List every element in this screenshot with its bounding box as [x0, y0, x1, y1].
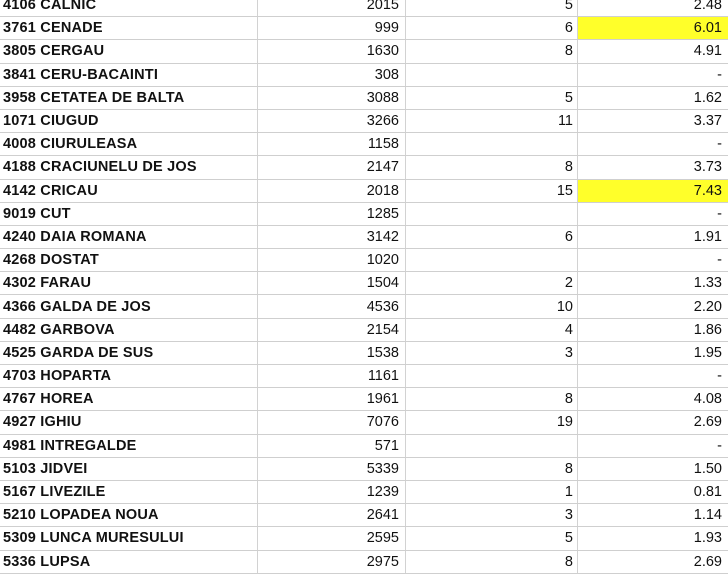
cell-cases[interactable]: 4: [406, 318, 578, 341]
cell-population[interactable]: 1020: [258, 249, 406, 272]
cell-rate[interactable]: 1.91: [578, 225, 728, 248]
cell-population[interactable]: 2595: [258, 527, 406, 550]
cell-cases[interactable]: 5: [406, 0, 578, 17]
cell-locality[interactable]: 4240 DAIA ROMANA: [0, 225, 258, 248]
table-row: [0, 527, 728, 550]
cell-population[interactable]: 2147: [258, 156, 406, 179]
table-row: [0, 365, 728, 388]
table-row: [0, 434, 728, 457]
cell-population[interactable]: 3266: [258, 109, 406, 132]
table-row: [0, 341, 728, 364]
cell-cases[interactable]: 3: [406, 504, 578, 527]
cell-rate[interactable]: -: [578, 133, 728, 156]
table-row: [0, 40, 728, 63]
cell-locality[interactable]: 5210 LOPADEA NOUA: [0, 504, 258, 527]
table-row: [0, 388, 728, 411]
cell-locality[interactable]: 1071 CIUGUD: [0, 109, 258, 132]
cell-population[interactable]: 1961: [258, 388, 406, 411]
cell-population[interactable]: 2641: [258, 504, 406, 527]
cell-rate[interactable]: 3.37: [578, 109, 728, 132]
cell-rate[interactable]: 1.62: [578, 86, 728, 109]
cell-locality[interactable]: 4366 GALDA DE JOS: [0, 295, 258, 318]
cell-rate[interactable]: 3.73: [578, 156, 728, 179]
table-row: [0, 63, 728, 86]
cell-population[interactable]: 1161: [258, 365, 406, 388]
cell-locality[interactable]: 4142 CRICAU: [0, 179, 258, 202]
cell-cases[interactable]: 10: [406, 295, 578, 318]
cell-population[interactable]: 2015: [258, 0, 406, 17]
cell-locality[interactable]: 3805 CERGAU: [0, 40, 258, 63]
cell-rate[interactable]: 1.95: [578, 341, 728, 364]
cell-cases[interactable]: [406, 365, 578, 388]
cell-population[interactable]: 1239: [258, 480, 406, 503]
table-row: [0, 457, 728, 480]
table-row: [0, 0, 728, 17]
cell-population[interactable]: 571: [258, 434, 406, 457]
table-row: [0, 17, 728, 40]
cell-rate[interactable]: 2.48: [578, 0, 728, 17]
cell-rate[interactable]: 7.43: [578, 179, 728, 202]
cell-rate[interactable]: 4.91: [578, 40, 728, 63]
cell-population[interactable]: 5339: [258, 457, 406, 480]
cell-locality[interactable]: 4767 HOREA: [0, 388, 258, 411]
cell-cases[interactable]: 5: [406, 86, 578, 109]
cell-locality[interactable]: 4981 INTREGALDE: [0, 434, 258, 457]
table-row: [0, 411, 728, 434]
cell-population[interactable]: 308: [258, 63, 406, 86]
cell-locality[interactable]: 3761 CENADE: [0, 17, 258, 40]
cell-cases[interactable]: [406, 63, 578, 86]
cell-population[interactable]: 2018: [258, 179, 406, 202]
cell-population[interactable]: 2975: [258, 550, 406, 573]
table-row: [0, 318, 728, 341]
cell-rate[interactable]: 1.14: [578, 504, 728, 527]
cell-population[interactable]: 2154: [258, 318, 406, 341]
cell-locality[interactable]: 4525 GARDA DE SUS: [0, 341, 258, 364]
cell-cases[interactable]: 8: [406, 550, 578, 573]
cell-locality[interactable]: 4106 CALNIC: [0, 0, 258, 17]
cell-locality[interactable]: 5336 LUPSA: [0, 550, 258, 573]
table-row: [0, 133, 728, 156]
cell-cases[interactable]: 8: [406, 388, 578, 411]
cell-locality[interactable]: 3958 CETATEA DE BALTA: [0, 86, 258, 109]
cell-locality[interactable]: 9019 CUT: [0, 202, 258, 225]
table-row: [0, 156, 728, 179]
cell-cases[interactable]: 8: [406, 457, 578, 480]
cell-population[interactable]: 1504: [258, 272, 406, 295]
cell-locality[interactable]: 5309 LUNCA MURESULUI: [0, 527, 258, 550]
table-row: [0, 504, 728, 527]
cell-rate[interactable]: -: [578, 63, 728, 86]
cell-rate[interactable]: 0.81: [578, 480, 728, 503]
cell-rate[interactable]: 6.01: [578, 17, 728, 40]
cell-population[interactable]: 1538: [258, 341, 406, 364]
cell-cases[interactable]: 19: [406, 411, 578, 434]
table-row: [0, 272, 728, 295]
cell-population[interactable]: 1158: [258, 133, 406, 156]
table-row: [0, 202, 728, 225]
cell-rate[interactable]: -: [578, 365, 728, 388]
cell-rate[interactable]: -: [578, 434, 728, 457]
cell-cases[interactable]: 3: [406, 341, 578, 364]
table-row: [0, 225, 728, 248]
cell-rate[interactable]: -: [578, 202, 728, 225]
cell-cases[interactable]: 5: [406, 527, 578, 550]
cell-cases[interactable]: 2: [406, 272, 578, 295]
table-row: [0, 179, 728, 202]
cell-population[interactable]: 3088: [258, 86, 406, 109]
cell-population[interactable]: 7076: [258, 411, 406, 434]
cell-rate[interactable]: 1.33: [578, 272, 728, 295]
table-row: [0, 249, 728, 272]
cell-cases[interactable]: 11: [406, 109, 578, 132]
cell-rate[interactable]: 2.69: [578, 411, 728, 434]
cell-locality[interactable]: 4703 HOPARTA: [0, 365, 258, 388]
cell-locality[interactable]: 4927 IGHIU: [0, 411, 258, 434]
table-row: [0, 109, 728, 132]
cell-rate[interactable]: 2.20: [578, 295, 728, 318]
table-row: [0, 480, 728, 503]
cell-population[interactable]: 4536: [258, 295, 406, 318]
cell-cases[interactable]: [406, 202, 578, 225]
cell-cases[interactable]: [406, 434, 578, 457]
cell-cases[interactable]: 6: [406, 17, 578, 40]
cell-cases[interactable]: 1: [406, 480, 578, 503]
cell-locality[interactable]: 3841 CERU-BACAINTI: [0, 63, 258, 86]
table-row: [0, 295, 728, 318]
cell-locality[interactable]: 5103 JIDVEI: [0, 457, 258, 480]
cell-rate[interactable]: 4.08: [578, 388, 728, 411]
cell-locality[interactable]: 4302 FARAU: [0, 272, 258, 295]
cell-locality[interactable]: 4482 GARBOVA: [0, 318, 258, 341]
cell-locality[interactable]: 4008 CIURULEASA: [0, 133, 258, 156]
cell-rate[interactable]: -: [578, 249, 728, 272]
table-row: [0, 86, 728, 109]
cell-population[interactable]: 999: [258, 17, 406, 40]
cell-cases[interactable]: [406, 249, 578, 272]
cell-cases[interactable]: 15: [406, 179, 578, 202]
cell-rate[interactable]: 1.93: [578, 527, 728, 550]
cell-locality[interactable]: 4268 DOSTAT: [0, 249, 258, 272]
cell-population[interactable]: 3142: [258, 225, 406, 248]
cell-cases[interactable]: 8: [406, 156, 578, 179]
cell-locality[interactable]: 4188 CRACIUNELU DE JOS: [0, 156, 258, 179]
cell-cases[interactable]: 8: [406, 40, 578, 63]
cell-rate[interactable]: 2.69: [578, 550, 728, 573]
cell-population[interactable]: 1630: [258, 40, 406, 63]
cell-population[interactable]: 1285: [258, 202, 406, 225]
cell-rate[interactable]: 1.50: [578, 457, 728, 480]
cell-locality[interactable]: 5167 LIVEZILE: [0, 480, 258, 503]
cell-rate[interactable]: 1.86: [578, 318, 728, 341]
cell-cases[interactable]: [406, 133, 578, 156]
cell-cases[interactable]: 6: [406, 225, 578, 248]
